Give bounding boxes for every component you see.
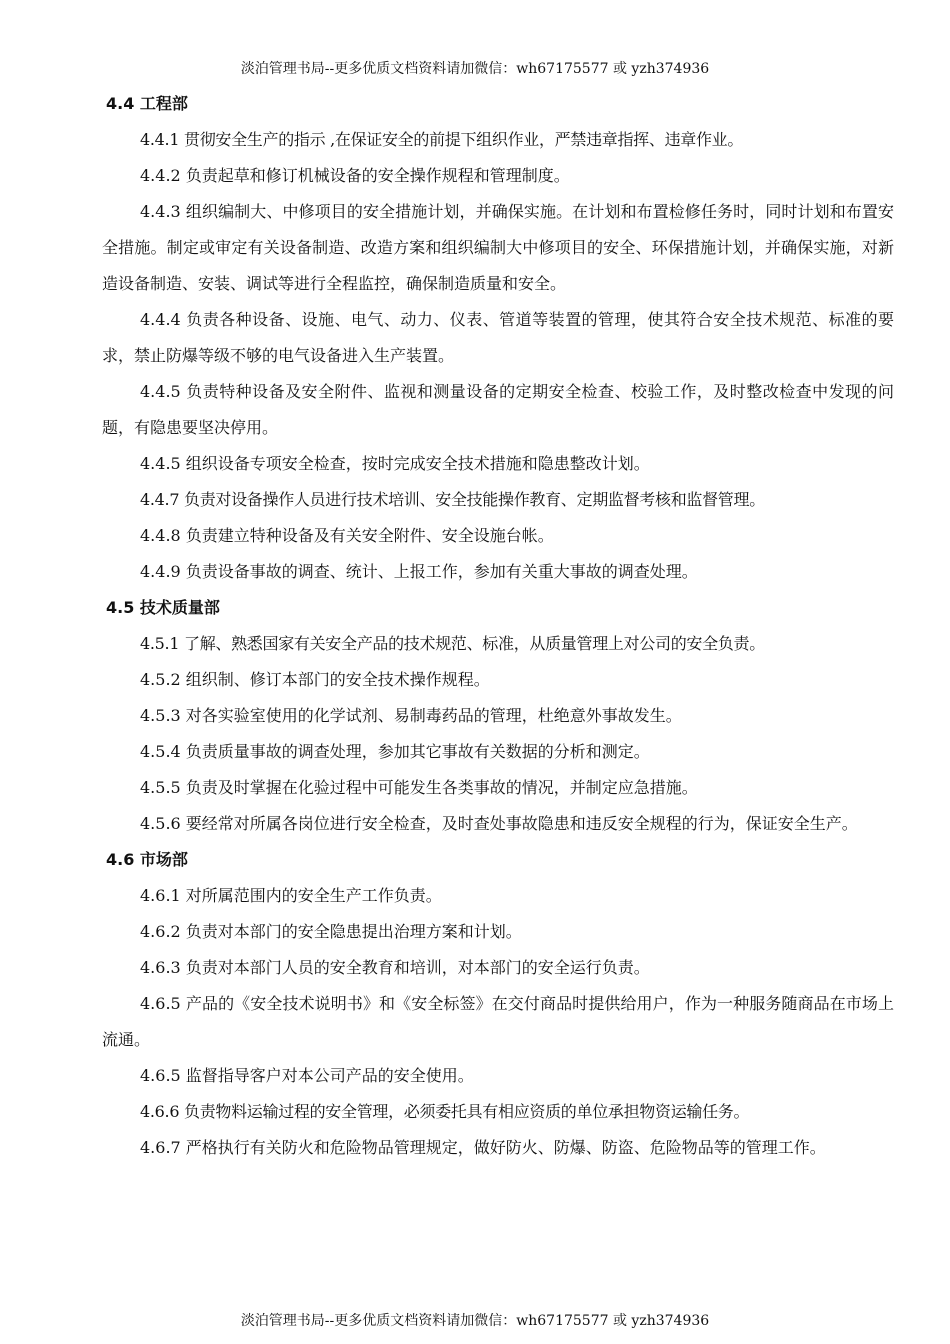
clause-4-4-5b: 4.4.5 组织设备专项安全检查，按时完成安全技术措施和隐患整改计划。 [140, 454, 650, 473]
clause-4-6-1: 4.6.1 对所属范围内的安全生产工作负责。 [140, 886, 442, 905]
clause-4-4-7: 4.4.7 负责对设备操作人员进行技术培训、安全技能操作教育、定期监督考核和监督管理。 [140, 490, 765, 509]
clause-4-4-9: 4.4.9 负责设备事故的调查、统计、上报工作，参加有关重大事故的调查处理。 [140, 562, 698, 581]
clause-4-6-5b: 4.6.5 监督指导客户对本公司产品的安全使用。 [140, 1066, 474, 1085]
clause-4-4-4: 4.4.4 负责各种设备、设施、电气、动力、仪表、管道等装置的管理，使其符合安全技术规范、标准的要求，禁止防爆等级不够的电气设备进入生产装置。 [102, 310, 894, 365]
clause-4-4-1: 4.4.1 贯彻安全生产的指示 ,在保证安全的前提下组织作业，严禁违章指挥、违章作业。 [140, 130, 744, 149]
clause-4-5-1: 4.5.1 了解、熟悉国家有关安全产品的技术规范、标准，从质量管理上对公司的安全负责。 [140, 634, 765, 653]
clause-4-6-5: 4.6.5 产品的《安全技术说明书》和《安全标签》在交付商品时提供给用户，作为一种服务随商品在市场上流通。 [102, 994, 894, 1049]
clause-4-5-2: 4.5.2 组织制、修订本部门的安全技术操作规程。 [140, 670, 490, 689]
clause-4-4-3: 4.4.3 组织编制大、中修项目的安全措施计划，并确保实施。在计划和布置检修任务时，同时计划和布置安全措施。制定或审定有关设备制造、改造方案和组织编制大中修项目的安全、环保措施计划，并确保实施，对新造设备制造、安装、调试等进行全程监控，确保制造质量和安全。 [102, 202, 894, 293]
clause-4-6-3: 4.6.3 负责对本部门人员的安全教育和培训，对本部门的安全运行负责。 [140, 958, 650, 977]
document-body [102, 86, 894, 1166]
clause-4-4-2: 4.4.2 负责起草和修订机械设备的安全操作规程和管理制度。 [140, 166, 570, 185]
clause-4-4-8: 4.4.8 负责建立特种设备及有关安全附件、安全设施台帐。 [140, 526, 554, 545]
clause-4-6-7: 4.6.7 严格执行有关防火和危险物品管理规定，做好防火、防爆、防盗、危险物品等的管理工作。 [140, 1138, 826, 1157]
clause-4-5-3: 4.5.3 对各实验室使用的化学试剂、易制毒药品的管理，杜绝意外事故发生。 [140, 706, 682, 725]
clause-4-4-5: 4.4.5 负责特种设备及安全附件、监视和测量设备的定期安全检查、校验工作，及时整改检查中发现的问题，有隐患要坚决停用。 [102, 382, 894, 437]
page-footer-note: 淡泊管理书局--更多优质文档资料请加微信：wh67175577 或 yzh374936 [240, 1313, 710, 1329]
clause-4-6-2: 4.6.2 负责对本部门的安全隐患提出治理方案和计划。 [140, 922, 522, 941]
section-title-engineering: 4.4 工程部 [106, 94, 188, 113]
section-title-marketing: 4.6 市场部 [106, 850, 188, 869]
clause-4-5-4: 4.5.4 负责质量事故的调查处理，参加其它事故有关数据的分析和测定。 [140, 742, 650, 761]
clause-4-6-6: 4.6.6 负责物料运输过程的安全管理，必须委托具有相应资质的单位承担物资运输任务。 [140, 1102, 750, 1121]
clause-4-5-5: 4.5.5 负责及时掌握在化验过程中可能发生各类事故的情况，并制定应急措施。 [140, 778, 698, 797]
clause-4-5-6: 4.5.6 要经常对所属各岗位进行安全检查，及时查处事故隐患和违反安全规程的行为，保证安全生产。 [140, 814, 858, 833]
section-title-technical-quality: 4.5 技术质量部 [106, 598, 220, 617]
page-header-note: 淡泊管理书局--更多优质文档资料请加微信：wh67175577 或 yzh374936 [240, 61, 710, 77]
